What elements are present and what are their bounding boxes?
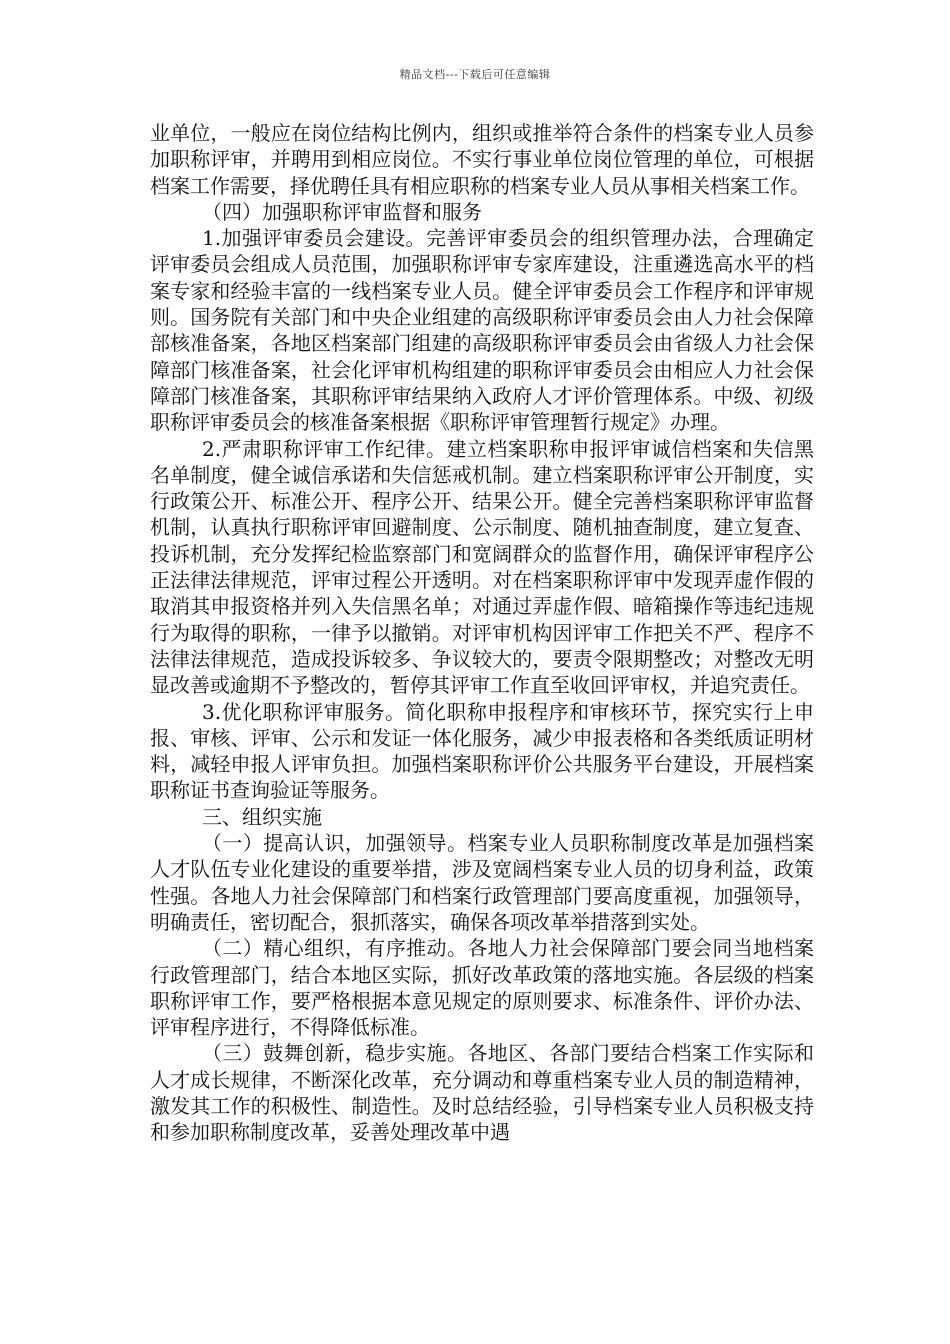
paragraph-sub-3: （三）鼓舞创新，稳步实施。各地区、各部门要结合档案工作实际和人才成长规律，不断深化改革，充分调动和尊重档案专业人员的制造精神，激发其工作的积极性、制造性。及时总结经验，引导档案专业人员积极支持和参加职称制度改革，妥善处理改革中遇: [150, 1041, 814, 1145]
paragraph-item-3: 3.优化职称评审服务。简化职称申报程序和审核环节，探究实行上申报、审核、评审、公示和发证一体化服务，减少申报表格和各类纸质证明材料，减轻申报人评审负担。加强档案职称评价公共服务平台建设，开展档案职称证书查询验证等服务。: [150, 699, 814, 803]
document-body: [150, 120, 814, 1146]
paragraph-item-2: 2.严肃职称评审工作纪律。建立档案职称申报评审诚信档案和失信黑名单制度，健全诚信承诺和失信惩戒机制。建立档案职称评审公开制度，实行政策公开、标准公开、程序公开、结果公开。健全完善档案职称评审监督机制，认真执行职称评审回避制度、公示制度、随机抽查制度，建立复查、投诉机制，充分发挥纪检监察部门和宽阔群众的监督作用，确保评审程序公正法律法律规范，评审过程公开透明。对在档案职称评审中发现弄虚作假的取消其申报资格并列入失信黑名单；对通过弄虚作假、暗箱操作等违纪违规行为取得的职称，一律予以撤销。对评审机构因评审工作把关不严、程序不法律法律规范，造成投诉较多、争议较大的，要责令限期整改；对整改无明显改善或逾期不予整改的，暂停其评审工作直至收回评审权，并追究责任。: [150, 436, 814, 698]
paragraph-continuation: 业单位，一般应在岗位结构比例内，组织或推举符合条件的档案专业人员参加职称评审，并聘用到相应岗位。不实行事业单位岗位管理的单位，可根据档案工作需要，择优聘任具有相应职称的档案专业人员从事相关档案工作。: [150, 121, 814, 198]
section-heading-4: （四）加强职称评审监督和服务: [202, 199, 482, 224]
page-header: 精品文档---下载后可任意编辑: [399, 68, 551, 81]
section-heading-3: 三、组织实施: [202, 804, 322, 829]
paragraph-sub-2: （二）精心组织，有序推动。各地人力社会保障部门要会同当地档案行政管理部门，结合本地区实际，抓好改革政策的落地实施。各层级的档案职称评审工作，要严格根据本意见规定的原则要求、标准条件、评价办法、评审程序进行，不得降低标准。: [150, 936, 814, 1040]
paragraph-item-1: 1.加强评审委员会建设。完善评审委员会的组织管理办法，合理确定评审委员会组成人员范围，加强职称评审专家库建设，注重遴选高水平的档案专家和经验丰富的一线档案专业人员。健全评审委员会工作程序和评审规则。国务院有关部门和中央企业组建的高级职称评审委员会由人力社会保障部核准备案，各地区档案部门组建的高级职称评审委员会由省级人力社会保障部门核准备案，社会化评审机构组建的职称评审委员会由相应人力社会保障部门核准备案，其职称评审结果纳入政府人才评价管理体系。中级、初级职称评审委员会的核准备案根据《职称评审管理暂行规定》办理。: [150, 226, 814, 435]
paragraph-sub-1: （一）提高认识，加强领导。档案专业人员职称制度改革是加强档案人才队伍专业化建设的重要举措，涉及宽阔档案专业人员的切身利益，政策性强。各地人力社会保障部门和档案行政管理部门要高度重视，加强领导，明确责任，密切配合，狠抓落实，确保各项改革举措落到实处。: [150, 831, 814, 934]
